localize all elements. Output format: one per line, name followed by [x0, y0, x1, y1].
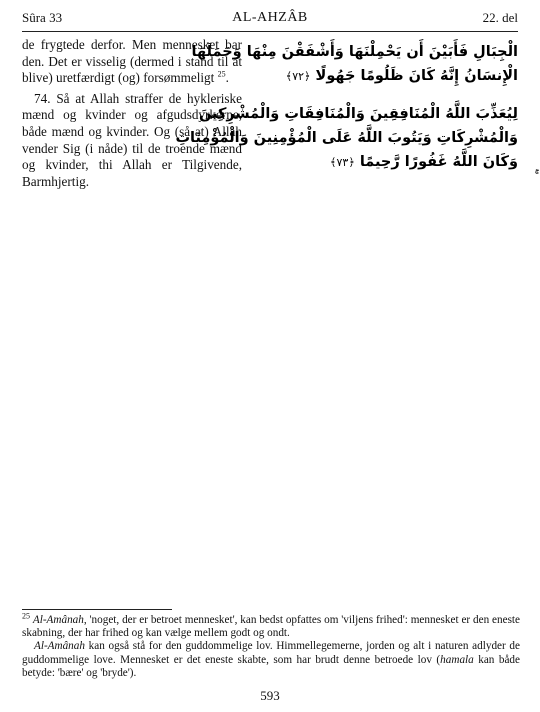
paragraph-text: de frygtede derfor. Men mennesket bar den. Det er visselig (dermed i stand til at blive) uretfærdigt (og) forsømmeligt — [22, 37, 242, 86]
footnote — [22, 611, 520, 680]
arabic-line-text: الْإِنسَانُ إِنَّهُ كَانَ ظَلُومًا جَهُولًا — [315, 68, 518, 84]
footnote-rule — [22, 609, 172, 610]
footnote-term: hamala — [440, 653, 474, 666]
footnote-text: , 'noget, der er betroet mennesket', kan bedst opfattes om 'viljens frihed': mennesket er den eneste skabning, der har frihed og kan vælge mellem godt og ondt. — [22, 614, 520, 640]
paragraph-end: . — [225, 70, 229, 86]
footnote-paragraph — [22, 640, 520, 680]
page-title: AL-AHZÂB — [232, 10, 308, 25]
footnote-term: Al-Amânah — [32, 614, 84, 626]
page-header — [22, 10, 518, 30]
arabic-line: وَالْمُشْرِكَاتِ وَيَتُوبَ اللَّهُ عَلَى الْمُؤْمِنِينَ وَالْمُؤْمِنَاتِ — [175, 130, 518, 146]
verse-gap — [256, 88, 518, 102]
arabic-line: الْجِبَالِ فَأَبَيْنَ أَن يَحْمِلْنَهَا وَأَشْفَقْنَ مِنْهَا وَحَمَلَهَا — [191, 44, 518, 60]
sura-label: Sûra 33 — [22, 10, 63, 25]
footnote-text: kan både betyde: 'bære' og 'bryde'). — [22, 653, 520, 679]
footnote-term: Al-Amânah — [34, 640, 85, 653]
arabic-line — [256, 150, 518, 174]
footnote-ref: 25 — [217, 69, 226, 79]
page-number: 593 — [260, 688, 280, 703]
ayah-number-72-text: ٧٢ — [292, 70, 305, 83]
part-label: 22. del — [482, 10, 518, 25]
ayah-number-72: ﴿٧٢﴾ — [285, 70, 311, 83]
arabic-line-text: وَكَانَ اللَّهُ غَفُورًا رَّحِيمًا — [359, 154, 518, 170]
footnote-paragraph — [22, 611, 520, 640]
footnote-number: 25 — [22, 611, 30, 621]
header-rule — [22, 31, 518, 32]
ayah-number-73: ﴿٧٣﴾ — [330, 156, 355, 169]
ayah-number-73-text: ٧٣ — [336, 156, 349, 169]
verse-74-translation: 74. Så at Allah straffer de hykleriske mænd og kvinder og afgudsdyrkerne, både mænd og kvinder. Og (så at) Allah vender Sig (i nåde) til de troende mænd og kvinder, thi Allah er Tilgivende, Barmhjertig. — [22, 90, 242, 189]
arabic-line — [256, 64, 518, 88]
footnote-text: kan også stå for den guddommelige lov. Himmellegemerne, jorden og alt i naturen adlyder de guddommelige love. Mennesket er det eneste skabte, som har brudt denne betroede lov ( — [22, 640, 520, 666]
arabic-line: لِيُعَذِّبَ اللَّهُ الْمُنَافِقِينَ وَالْمُنَافِقَاتِ وَالْمُشْرِكِينَ — [199, 106, 518, 122]
